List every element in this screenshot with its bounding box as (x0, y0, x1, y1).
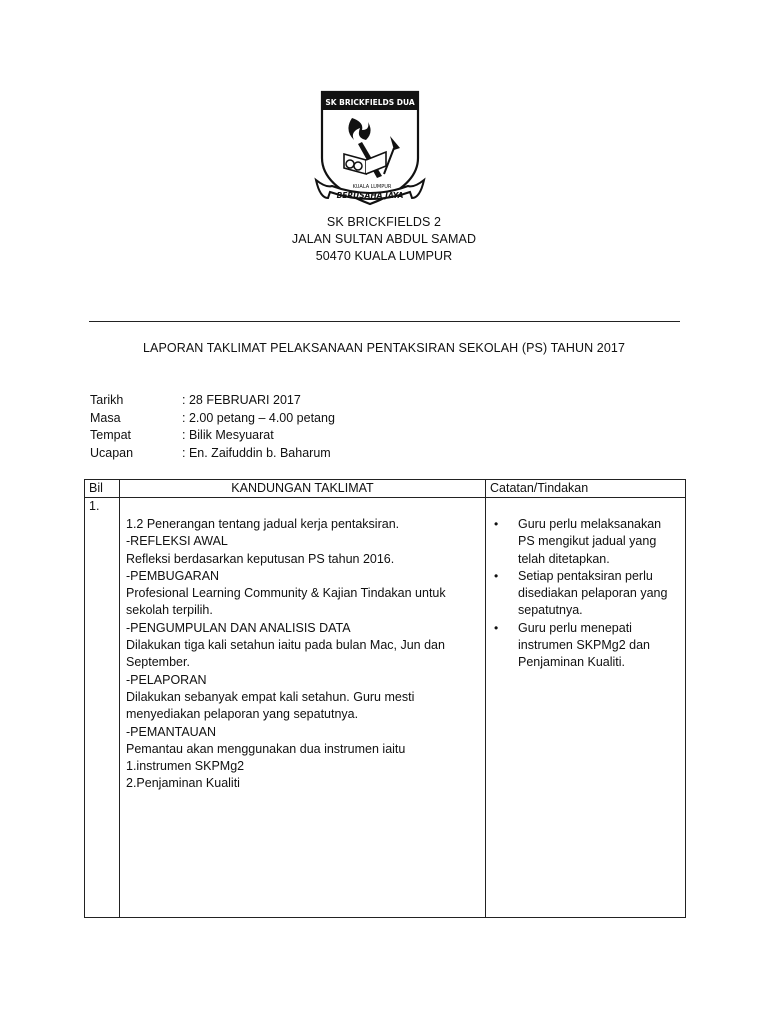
detail-row-date (90, 392, 335, 410)
content-heading: -PEMBUGARAN (126, 568, 220, 583)
detail-label: Masa (90, 410, 121, 425)
school-name: SK BRICKFIELDS 2 (326, 215, 442, 229)
detail-value: : 28 FEBRUARI 2017 (182, 393, 301, 407)
table-row (85, 498, 686, 918)
briefing-content-cell (120, 498, 486, 918)
list-item: • Setiap pentaksiran perlu disediakan pelaporan yang sepatutnya. (518, 568, 679, 620)
list-item: • Guru perlu melaksanakan PS mengikut jadual yang telah ditetapkan. (518, 516, 679, 568)
column-header-bil: Bil (85, 480, 120, 498)
detail-row-speaker (90, 445, 335, 463)
detail-row-time (90, 410, 335, 428)
content-line: Dilakukan tiga kali setahun iaitu pada bulan Mac, Jun dan (126, 638, 445, 653)
school-street: JALAN SULTAN ABDUL SAMAD (291, 232, 477, 246)
detail-label: Tempat (90, 428, 131, 442)
column-header-catatan: Catatan/Tindakan (486, 480, 686, 498)
content-heading: -REFLEKSI AWAL (126, 534, 228, 549)
content-line: 2.Penjaminan Kualiti (126, 776, 240, 791)
school-city: 50470 KUALA LUMPUR (315, 249, 453, 263)
meeting-details (90, 392, 335, 462)
school-address (0, 214, 768, 265)
row-number: 1. (85, 498, 120, 918)
content-line: menyediakan pelaporan yang sepatutnya. (126, 707, 359, 722)
svg-text:SK BRICKFIELDS DUA: SK BRICKFIELDS DUA (325, 98, 415, 107)
detail-label: Tarikh (90, 393, 124, 407)
action-notes-cell (486, 498, 686, 918)
content-line: September. (126, 655, 190, 670)
detail-value: : Bilik Mesyuarat (182, 428, 274, 442)
content-line: Pemantau akan menggunakan dua instrumen iaitu (126, 741, 406, 756)
detail-label: Ucapan (90, 445, 134, 460)
content-line: 1.2 Penerangan tentang jadual kerja pentaksiran. (126, 517, 400, 531)
content-heading: -PEMANTAUAN (126, 724, 217, 739)
detail-value: : 2.00 petang – 4.00 petang (182, 410, 335, 425)
horizontal-divider (89, 321, 680, 322)
content-line: Refleksi berdasarkan keputusan PS tahun 2016. (126, 551, 395, 566)
content-line: 1.instrumen SKPMg2 (126, 759, 245, 774)
content-line: Dilakukan sebanyak empat kali setahun. Guru mesti (126, 689, 415, 704)
content-line: sekolah terpilih. (126, 603, 213, 618)
list-item: • Guru perlu menepati instrumen SKPMg2 dan Penjaminan Kualiti. (518, 620, 679, 672)
report-title: LAPORAN TAKLIMAT PELAKSANAAN PENTAKSIRAN SEKOLAH (PS) TAHUN 2017 (142, 341, 626, 355)
content-line: Profesional Learning Community & Kajian Tindakan untuk (126, 586, 446, 601)
school-crest-logo (314, 88, 426, 212)
detail-row-place (90, 427, 335, 445)
content-heading: -PENGUMPULAN DAN ANALISIS DATA (126, 620, 351, 635)
svg-text:BERUSAHA JAYA: BERUSAHA JAYA (336, 191, 404, 200)
action-notes-list (490, 516, 679, 672)
table-header-row (85, 480, 686, 498)
column-header-kandungan: KANDUNGAN TAKLIMAT (120, 480, 486, 498)
detail-value: : En. Zaifuddin b. Baharum (182, 445, 331, 460)
content-heading: -PELAPORAN (126, 672, 207, 687)
svg-text:KUALA LUMPUR: KUALA LUMPUR (352, 184, 392, 190)
briefing-table (84, 479, 686, 918)
